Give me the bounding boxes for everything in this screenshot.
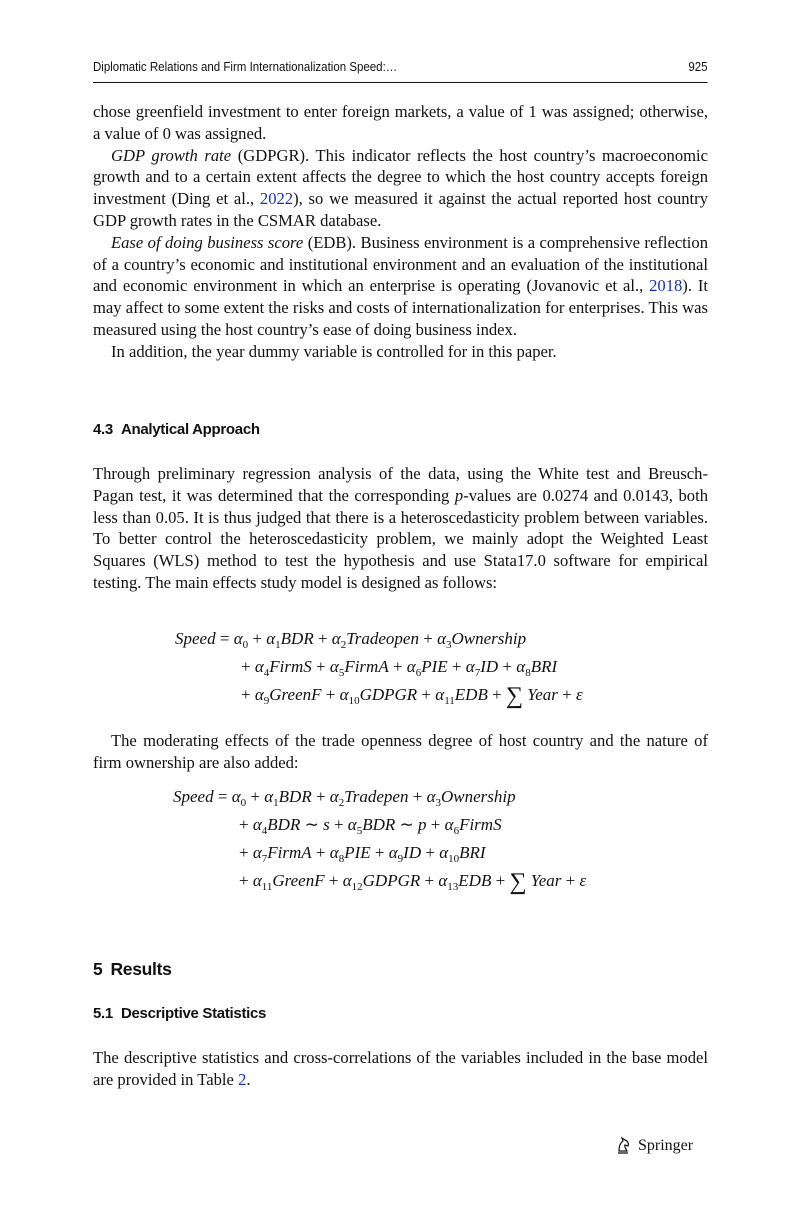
body-block-descriptive bbox=[93, 1047, 708, 1091]
table-ref-link[interactable]: 2 bbox=[238, 1069, 247, 1089]
publisher-name: Springer bbox=[638, 1137, 694, 1154]
equation-main-effects: Speed = $\alpha_0 + \alpha_1BDR$ + $\alpha_2Tradeopen$ + $\alpha_3Ownership$ + $\alpha_4FirmS$ + $\alpha_5FirmA + \alpha_6PIE + \alpha_7ID + \alpha_8BRI$ + $\alpha_9GreenF$ + $\alpha_{10}GDPGR + \alpha_{11}EDB$ + ∑ Year + ε bbox=[175, 629, 583, 709]
body-block-variables bbox=[93, 101, 708, 363]
springer-horse-icon bbox=[614, 1136, 632, 1156]
paragraph-gdp-growth: GDP growth rate (GDPGR). This indicator reflects the host country’s macroeconomic growth and to a certain extent affects the degree to which the host country accepts foreign investment (Ding et al., 2022), so we measured it against the actual reported host country GDP growth rates in the CSMAR database. bbox=[93, 145, 708, 230]
paragraph-ease-of-business: Ease of doing business score (EDB). Business environment is a comprehensive reflection of a country’s economic and institutional environment and an evaluation of the institutional and economic environment in which an enterprise is operating (Jovanovic et al., 2018). It may affect to some extent the risks and costs of internationalization for enterprises. This was measured using the host country’s ease of doing business index. bbox=[93, 232, 708, 339]
term-ease-of-business: Ease of doing business score bbox=[111, 232, 304, 252]
paragraph-moderating-effects: The moderating effects of the trade openness degree of host country and the nature of firm ownership are also added: bbox=[93, 731, 708, 772]
paragraph-year-dummy: In addition, the year dummy variable is controlled for in this paper. bbox=[111, 341, 557, 361]
paragraph-descriptive-stats: The descriptive statistics and cross-correlations of the variables included in the base model are provided in Table 2. bbox=[93, 1048, 708, 1089]
publisher-logo bbox=[614, 1136, 693, 1156]
term-gdp-growth: GDP growth rate bbox=[111, 145, 232, 165]
section-heading-5: 5 Results bbox=[93, 959, 172, 979]
body-block-moderating bbox=[93, 730, 708, 774]
equation-moderating: Speed = $\alpha_0 + \alpha_1BDR$ + $\alpha_2Tradepen$ + $\alpha_3Ownership$ + $\alpha_4BDR$ ∼ $s + \alpha_5BDR$ ∼ $p + \alpha_6FirmS$ + $\alpha_7FirmA + \alpha_8PIE + \alpha_9ID + \alpha_{10}BRI$ + $\alpha_{11}GreenF$ + $\alpha_{12}GDPGR + \alpha_{13}EDB$ + ∑ Year + ε bbox=[173, 787, 587, 895]
running-title: Diplomatic Relations and Firm Internationalization Speed:… bbox=[93, 60, 398, 74]
section-heading-5-1: 5.1 Descriptive Statistics bbox=[93, 1005, 267, 1022]
citation-link-2022[interactable]: 2022 bbox=[259, 189, 294, 209]
page-number: 925 bbox=[688, 60, 708, 74]
section-heading-4-3: 4.3 Analytical Approach bbox=[93, 421, 260, 438]
paragraph-greenfield: chose greenfield investment to enter foreign markets, a value of 1 was assigned; otherwise, a value of 0 was assigned. bbox=[93, 102, 708, 143]
paragraph-analytical-approach: Through preliminary regression analysis of the data, using the White test and Breusch-Pagan test, it was determined that the corresponding p-values are 0.0274 and 0.0143, both less than 0.05. It is thus judged that there is a heteroscedasticity problem between variables. To better control the heteroscedasticity problem, we mainly adopt the Weighted Least Squares (WLS) method to test the hypothesis and use Stata17.0 software for empirical testing. The main effects study model is designed as follows: bbox=[93, 464, 709, 592]
running-header bbox=[93, 60, 708, 83]
body-block-approach bbox=[93, 463, 708, 594]
citation-link-2018[interactable]: 2018 bbox=[649, 276, 683, 296]
